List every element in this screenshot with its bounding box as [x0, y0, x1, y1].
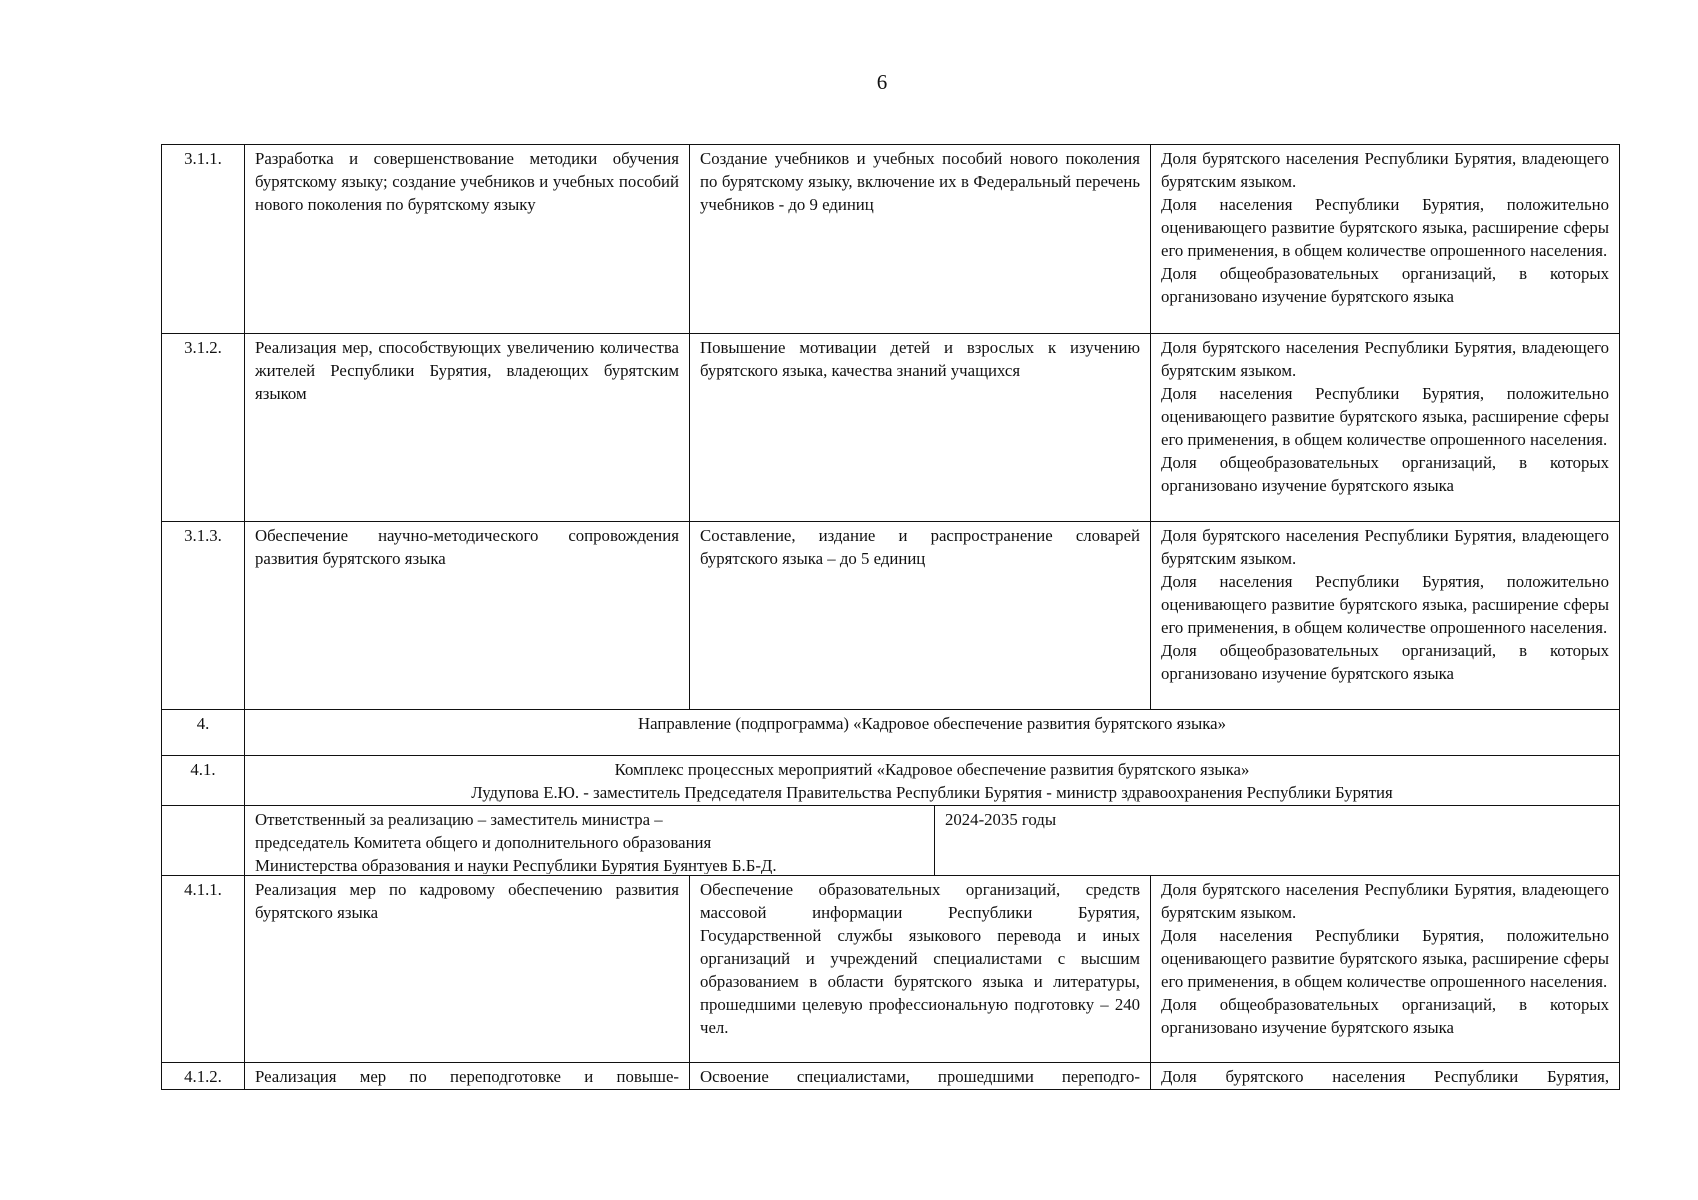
table-row [162, 522, 1620, 710]
indicators [1151, 334, 1619, 520]
page-number: 6 [876, 70, 888, 94]
indicator: Доля бурятского населения Республики Бурятия, владеющего бурятским языком. [1161, 149, 1610, 191]
program-table [161, 144, 1620, 1090]
indicator: Доля бурятского населения Республики Бурятия, [1161, 1067, 1610, 1086]
table-row [162, 145, 1620, 334]
row-number: 4. [196, 714, 210, 733]
section-row [162, 710, 1620, 756]
responsible-row [162, 806, 1620, 876]
responsible-person [245, 806, 934, 874]
indicator: Доля населения Республики Бурятия, положительно оценивающего развитие бурятского языка, расширение сферы его применения, в общем количестве опрошенного населения. [1161, 195, 1610, 260]
measure-name: Реализация мер по кадровому обеспечению развития бурятского языка [255, 880, 679, 922]
indicators [1151, 522, 1619, 708]
measure-name: Разработка и совершенствование методики обучения бурятскому языку; создание учебников и учебных пособий нового поколения по бурятскому языку [255, 149, 679, 214]
row-number: 3.1.1. [184, 149, 222, 168]
table-row [162, 334, 1620, 522]
implementation-period: 2024-2035 годы [945, 810, 1057, 829]
expected-result: Освоение специалистами, прошедшими переподго- [700, 1067, 1141, 1086]
indicators [1151, 145, 1619, 332]
indicators [1151, 876, 1619, 1061]
measure-name: Обеспечение научно-методического сопровождения развития бурятского языка [255, 526, 679, 568]
table-row [162, 876, 1620, 1063]
measure-name: Реализация мер по переподготовке и повыше- [255, 1067, 679, 1086]
indicator: Доля населения Республики Бурятия, положительно оценивающего развитие бурятского языка, расширение сферы его применения, в общем количестве опрошенного населения. [1161, 572, 1610, 637]
subsection-title: Комплекс процессных мероприятий «Кадровое обеспечение развития бурятского языка» [614, 760, 1250, 779]
row-number: 4.1. [190, 760, 216, 779]
indicator: Доля бурятского населения Республики Бурятия, владеющего бурятским языком. [1161, 880, 1610, 922]
table-row [162, 1063, 1620, 1090]
indicator: Доля бурятского населения Республики Бурятия, владеющего бурятским языком. [1161, 338, 1610, 380]
subsection-header [245, 756, 1619, 804]
subsection-row [162, 756, 1620, 806]
indicator: Доля общеобразовательных организаций, в которых организовано изучение бурятского языка [1161, 453, 1610, 495]
indicator: Доля населения Республики Бурятия, положительно оценивающего развитие бурятского языка, расширение сферы его применения, в общем количестве опрошенного населения. [1161, 926, 1610, 991]
indicator: Доля бурятского населения Республики Бурятия, владеющего бурятским языком. [1161, 526, 1610, 568]
measure-name: Реализация мер, способствующих увеличению количества жителей Республики Бурятия, владеющих бурятским языком [255, 338, 679, 403]
expected-result: Создание учебников и учебных пособий нового поколения по бурятскому языку, включение их в Федеральный перечень учебников - до 9 единиц [700, 149, 1141, 214]
responsible-line: Министерства образования и науки Республики Бурятия Буянтуев Б.Б-Д. [255, 856, 777, 874]
subsection-curator: Лудупова Е.Ю. - заместитель Председателя Правительства Республики Бурятия - министр здравоохранения Республики Бурятия [471, 783, 1393, 802]
expected-result: Повышение мотивации детей и взрослых к изучению бурятского языка, качества знаний учащихся [700, 338, 1141, 380]
responsible-line: председатель Комитета общего и дополнительного образования [255, 833, 712, 852]
indicator: Доля общеобразовательных организаций, в которых организовано изучение бурятского языка [1161, 995, 1610, 1037]
expected-result: Составление, издание и распространение словарей бурятского языка – до 5 единиц [700, 526, 1141, 568]
row-number: 3.1.3. [184, 526, 222, 545]
row-number: 3.1.2. [184, 338, 222, 357]
row-number: 4.1.1. [184, 880, 222, 899]
row-number: 4.1.2. [184, 1067, 222, 1086]
indicator: Доля общеобразовательных организаций, в которых организовано изучение бурятского языка [1161, 264, 1610, 306]
expected-result: Обеспечение образовательных организаций, средств массовой информации Республики Бурятия, Государственной службы языкового перевода и иных организаций и учреждений специалистами с высшим образованием в области бурятского языка и литературы, прошедшими целевую профессиональную подготовку – 240 чел. [700, 880, 1141, 1037]
empty-cell [162, 806, 244, 874]
responsible-line: Ответственный за реализацию – заместитель министра – [255, 810, 663, 829]
indicator: Доля населения Республики Бурятия, положительно оценивающего развитие бурятского языка, расширение сферы его применения, в общем количестве опрошенного населения. [1161, 384, 1610, 449]
section-title: Направление (подпрограмма) «Кадровое обеспечение развития бурятского языка» [638, 714, 1226, 733]
indicator: Доля общеобразовательных организаций, в которых организовано изучение бурятского языка [1161, 641, 1610, 683]
